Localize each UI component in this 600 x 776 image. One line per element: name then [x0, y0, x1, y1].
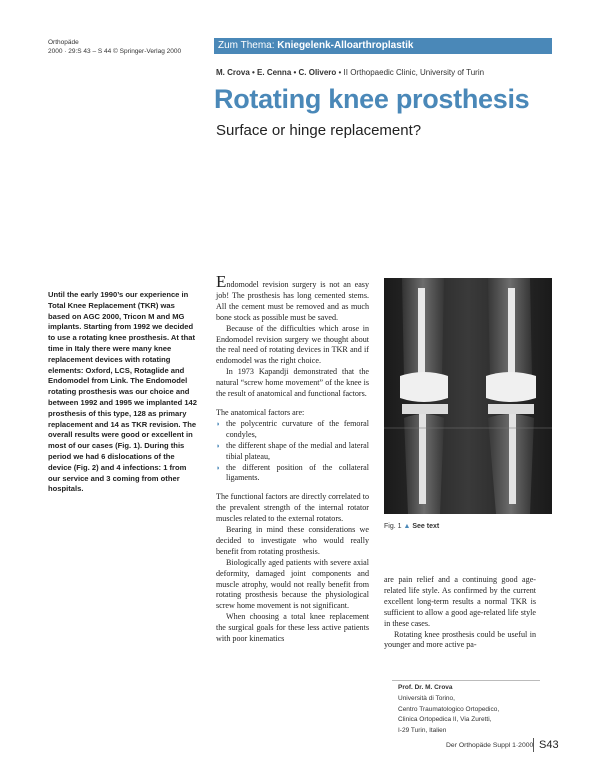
paragraph-6: Bearing in mind these considerations we decided to investigate who would really benefit from rotating prosthesis. [216, 525, 369, 556]
topic-label [218, 40, 413, 51]
footer-journal: Der Orthopäde Suppl 1·2000 [446, 742, 534, 749]
paragraph-9: are pain relief and a continuing good age-related life style. As confirmed by the current excellent long-term results a normal TKR is sufficient to allow a good age-related life style in these cases. [384, 575, 536, 628]
journal-citation [48, 38, 181, 56]
anatomical-factors-list [216, 419, 369, 484]
author-line [216, 68, 484, 77]
authors: M. Crova • E. Cenna • C. Olivero [216, 68, 337, 77]
paragraph-10: Rotating knee prosthesis could be useful in younger and more active pa- [384, 629, 536, 650]
paragraph-4: The anatomical factors are: [216, 407, 305, 417]
page-number: S43 [539, 739, 559, 751]
address-line: Università di Torino, [398, 694, 455, 702]
body-column-1 [216, 272, 369, 645]
figure-1-xray [384, 278, 552, 514]
address-line: Centro Traumatologico Ortopedico, [398, 705, 500, 713]
paragraph-5: The functional factors are directly correlated to the prevalent strength of the internal rotator muscles related to the external rotators. [216, 492, 369, 524]
figure-caption [384, 523, 439, 530]
bullet-icon: ◗ [216, 441, 221, 450]
paragraph-2: Because of the difficulties which arose in Endomodel revision surgery we thought about the real need of rotating devices in TKR and if endomodel was the right choice. [216, 323, 369, 366]
journal-name: Orthopäde [48, 39, 79, 46]
bullet-icon: ◗ [216, 419, 221, 428]
body-column-2 [384, 575, 536, 651]
correspondence-address [398, 683, 499, 737]
topic-title: Kniegelenk-Alloarthroplastik [277, 40, 414, 51]
abstract: Until the early 1990’s our experience in Total Knee Replacement (TKR) was based on AGC 2000, Tricon M and MG implants. Starting from 1992 we decided to use a rotating knee prosthesis. At that time in Italy there were many knee replacement devices with rotating elements: Oxford, LCS, Rotaglide and Endomodel from Link. The Endomodel rotating prosthesis was our choice and between 1992 and 1995 we implanted 142 prosthesis of this type, 128 as primary replacement and 14 as TKR revision. The overall results were good or excellent in most of our cases (Fig. 1). During this period we had 6 dislocations of the device (Fig. 2) and 4 infections: 1 from our service and 3 coming from other hospitals. [48, 290, 197, 494]
affiliation: • II Orthopaedic Clinic, University of Turin [336, 68, 485, 77]
paragraph-3: In 1973 Kapandji demonstrated that the natural “screw home movement” of the knee is the result of anatomical and functional factors. [216, 367, 369, 399]
address-line: Clinica Ortopedica II, Via Zuretti, [398, 716, 492, 724]
drop-cap: E [216, 272, 227, 291]
list-item: ◗ the different position of the collateral ligaments. [216, 462, 369, 483]
xray-image [384, 278, 552, 514]
list-item: ◗ the polycentric curvature of the femoral condyles, [216, 418, 369, 439]
address-line: I-29 Turin, Italien [398, 727, 447, 735]
bullet-icon: ◗ [216, 463, 221, 472]
list-item: ◗ the different shape of the medial and lateral tibial plateau, [216, 440, 369, 461]
paragraph-8: When choosing a total knee replacement the surgical goals for these less active patients with poor kinematics [216, 612, 369, 644]
figure-label: Fig. 1 [384, 523, 402, 530]
triangle-icon: ▲ [401, 523, 413, 530]
paragraph-7: Biologically aged patients with severe axial deformity, damaged joint components and muscle atrophy, would not really benefit from rotating prosthesis because the physiological screw home movement is not significant. [216, 557, 369, 611]
article-title: Rotating knee prosthesis [214, 84, 530, 114]
article-subtitle: Surface or hinge replacement? [216, 122, 422, 139]
footer-divider [533, 738, 534, 752]
caption-text: See text [412, 523, 440, 530]
journal-volume: 2000 · 29:S 43 – S 44 © Springer-Verlag 2000 [48, 48, 182, 55]
address-divider [392, 680, 540, 681]
address-name: Prof. Dr. M. Crova [398, 684, 453, 691]
topic-prefix: Zum Thema: [218, 40, 278, 51]
paragraph-1: ndomodel revision surgery is not an easy job! The prosthesis has long cemented stems. All the cement must be removed and as much bone stock as possible must be saved. [216, 280, 369, 322]
